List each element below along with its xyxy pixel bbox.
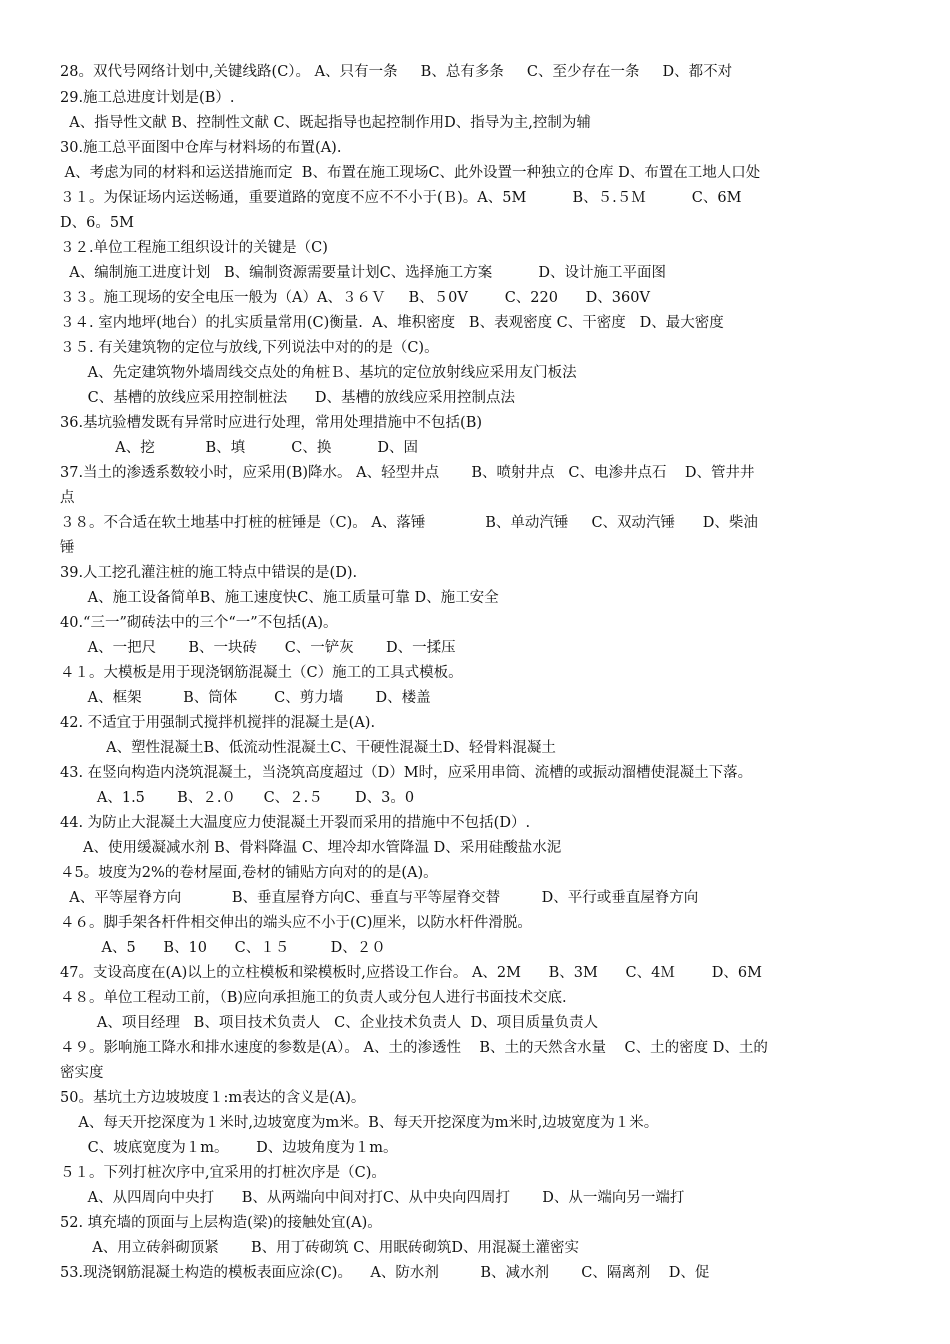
text-line: ５１。下列打桩次序中,宜采用的打桩次序是（C)。 (60, 1165, 386, 1181)
text-line: 50。基坑土方边坡坡度１:m表达的含义是(A)。 (60, 1090, 366, 1106)
text-line: 锤 (60, 540, 75, 556)
text-line: A、一把尺 B、一块砖 C、一铲灰 D、一揉压 (60, 640, 456, 656)
text-line: 43. 在竖向构造内浇筑混凝土，当浇筑高度超过（D）M时，应采用串筒、流槽的或振动溜槽使混凝土下落。 (60, 765, 753, 781)
text-line: A、框架 B、筒体 C、剪力墙 D、楼盖 (60, 690, 431, 706)
text-line: A、指导性文献 B、控制性文献 C、既起指导也起控制作用D、指导为主,控制为辅 (60, 115, 591, 131)
text-line: 点 (60, 490, 75, 506)
text-line: ４９。影响施工降水和排水速度的参数是(A）。 A、土的渗透性 B、土的天然含水量 C、土的密度 D、土的 (60, 1040, 768, 1056)
text-line: A、每天开挖深度为１米时,边坡宽度为m米。B、每天开挖深度为m米时,边坡宽度为１米。 (60, 1115, 659, 1131)
text-line: ４１。大模板是用于现浇钢筋混凝土（C）施工的工具式模板。 (60, 665, 463, 681)
text-line: A、施工设备简单B、施工速度快C、施工质量可靠 D、施工安全 (60, 590, 499, 606)
text-line (60, 1286, 902, 1311)
text-line: ３２.单位工程施工组织设计的关键是（C) (60, 240, 328, 256)
text-line: ４６。脚手架各杆件相交伸出的端头应不小于(C)厘米，以防水杆件滑脱。 (60, 915, 532, 931)
text-line: 44. 为防止大混凝土大温度应力使混凝土开裂而采用的措施中不包括(D）. (60, 815, 531, 831)
text-line: ３８。不合适在软土地基中打桩的桩锤是（C)。 A、落锤 B、单动汽锤 C、双动汽锤 D、柴油 (60, 515, 758, 531)
text-line: ４5。坡度为2%的卷材屋面,卷材的铺贴方向对的的是(A)。 (60, 865, 438, 881)
text-line: 47。支设高度在(A)以上的立柱模板和梁模板时,应搭设工作台。 A、2M B、3M C、4Ｍ D、6M (60, 965, 762, 981)
text-line: C、基槽的放线应采用控制桩法 D、基槽的放线应采用控制点法 (60, 390, 516, 406)
text-line: A、塑性混凝土B、低流动性混凝土C、干硬性混凝土D、轻骨料混凝土 (60, 740, 556, 756)
text-line: A、先定建筑物外墙周线交点处的角桩Ｂ、基坑的定位放射线应采用友门板法 (60, 365, 577, 381)
text-line: A、使用缓凝减水剂 B、骨料降温 C、埋冷却水管降温 D、采用硅酸盐水泥 (60, 840, 562, 856)
text-line: A、考虑为同的材料和运送措施而定 B、布置在施工现场C、此外设置一种独立的仓库 D、布置在工地人口处 (60, 165, 761, 181)
text-line: 53.现浇钢筋混凝土构造的模板表面应涂(C)。 A、防水剂 B、减水剂 C、隔离剂 D、促 (60, 1265, 710, 1281)
text-line: A、用立砖斜砌顶紧 B、用丁砖砌筑 C、用眠砖砌筑D、用混凝土灌密实 (60, 1240, 579, 1256)
text-line: 40.“三一”砌砖法中的三个“一”不包括(A)。 (60, 615, 338, 631)
text-line: ３４. 室内地坪(地台）的扎实质量常用(C)衡量. A、堆积密度 B、表观密度 C、干密度 D、最大密度 (60, 315, 724, 331)
text-line: 52. 填充墙的顶面与上层构造(梁)的接触处宜(A)。 (60, 1215, 382, 1231)
text-line: A、挖 B、填 C、换 D、固 (60, 440, 419, 456)
text-line: A、项目经理 B、项目技术负责人 C、企业技术负责人 D、项目质量负责人 (60, 1015, 599, 1031)
text-line: C、坡底宽度为１m。 D、边坡角度为１m。 (60, 1140, 398, 1156)
text-line: 36.基坑验槽发既有异常时应进行处理，常用处理措施中不包括(B) (60, 415, 483, 431)
text-line: A、1.5 B、２.０ C、２.５ D、3。0 (60, 790, 415, 806)
text-line: 密实度 (60, 1065, 104, 1081)
text-line: A、平等屋脊方向 B、垂直屋脊方向C、垂直与平等屋脊交替 D、平行或垂直屋脊方向 (60, 890, 699, 906)
text-line: ３５. 有关建筑物的定位与放线,下列说法中对的的是（C)。 (60, 340, 439, 356)
text-line: ４８。单位工程动工前，（B)应向承担施工的负责人或分包人进行书面技术交底. (60, 990, 567, 1006)
text-line: 28。双代号网络计划中,关键线路(C）。 A、只有一条 B、总有多条 C、至少存在一条 D、都不对 (60, 64, 733, 80)
text-line: 29.施工总进度计划是(B）. (60, 90, 235, 106)
text-line: ３１。为保证场内运送畅通，重要道路的宽度不应不不小于(Ｂ)。A、5M B、５.５Ｍ C、6M (60, 190, 742, 206)
text-line: 39.人工挖孔灌注桩的施工特点中错误的是(D). (60, 565, 358, 581)
text-line: D、6。5M (60, 215, 134, 231)
text-line: A、编制施工进度计划 B、编制资源需要量计划C、选择施工方案 D、设计施工平面图 (60, 265, 666, 281)
text-line: 37.当土的渗透系数较小时，应采用(B)降水。 A、轻型井点 B、喷射井点 C、电渗井点石 D、管井井 (60, 465, 755, 481)
text-line: A、5 B、10 C、１５ D、２０ (60, 940, 386, 956)
text-line: 30.施工总平面图中仓库与材料场的布置(A). (60, 140, 342, 156)
text-line: 42. 不适宜于用强制式搅拌机搅拌的混凝土是(A). (60, 715, 376, 731)
text-line: ３３。施工现场的安全电压一般为（A）A、３６Ｖ B、５0V C、220 D、360V (60, 290, 650, 306)
text-line: A、从四周向中央打 B、从两端向中间对打C、从中央向四周打 D、从一端向另一端打 (60, 1190, 685, 1206)
